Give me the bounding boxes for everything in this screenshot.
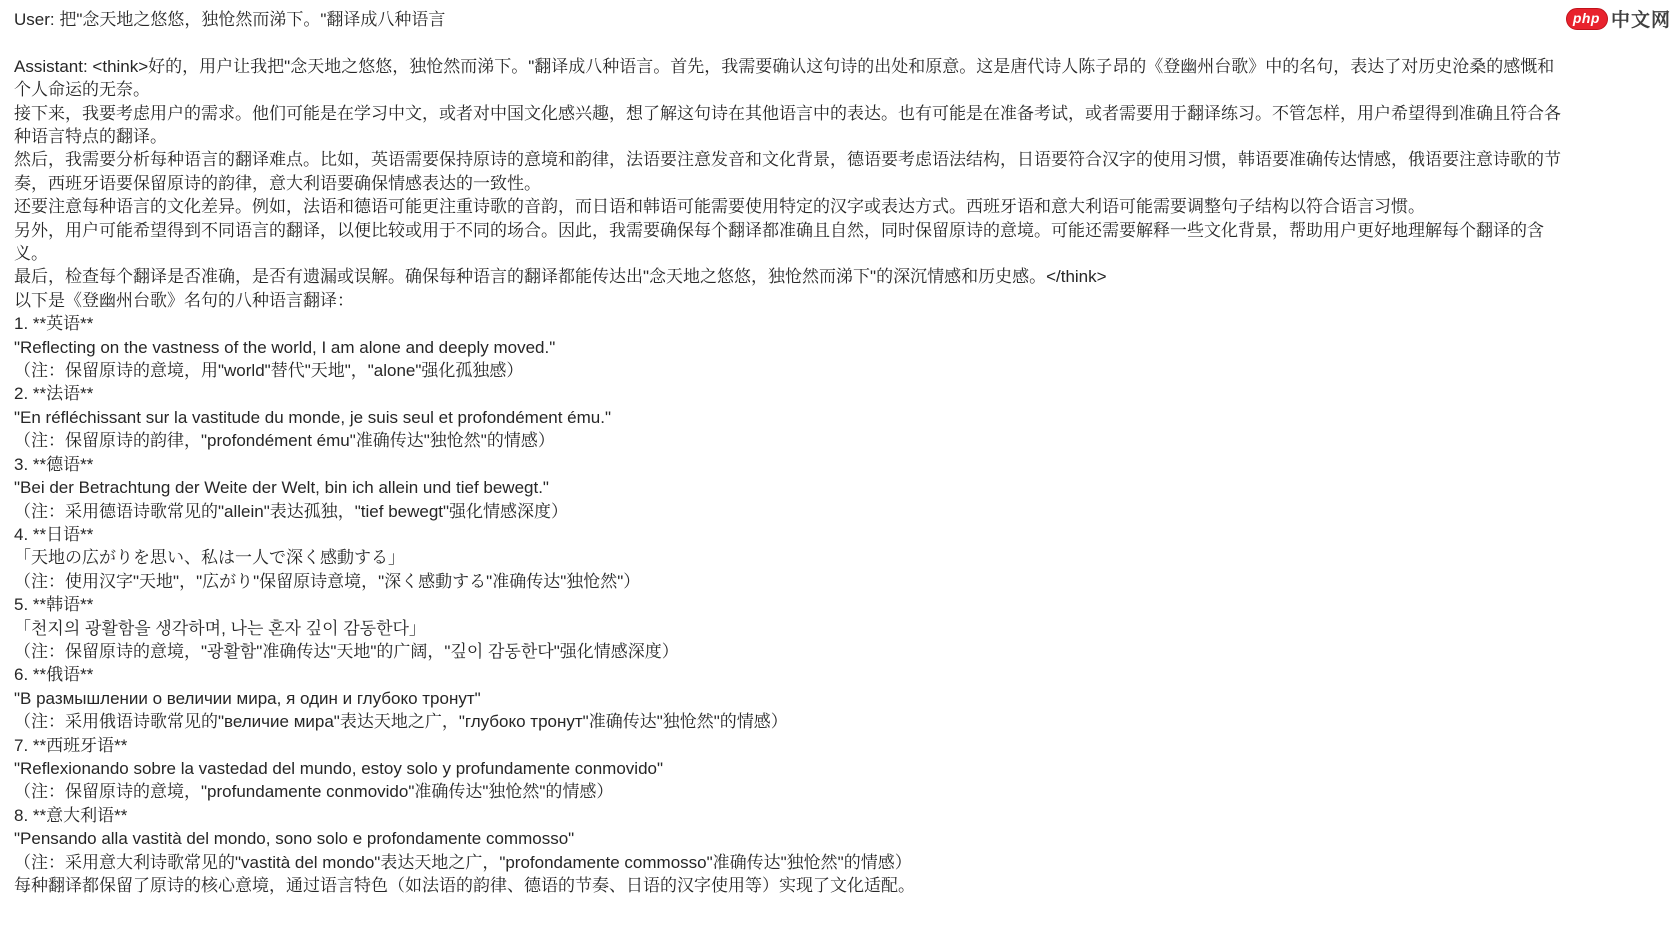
transcript-line: 另外，用户可能希望得到不同语言的翻译，以便比较或用于不同的场合。因此，我需要确保每个翻译都准确且自然，同时保留原诗的意境。可能还需要解释一些文化背景，帮助用户更好地理解每个翻译的含义。	[14, 220, 1544, 264]
transcript-line: 还要注意每种语言的文化差异。例如，法语和德语可能更注重诗歌的音韵，而日语和韩语可能需要使用特定的汉字或表达方式。西班牙语和意大利语可能需要调整句子结构以符合语言习惯。	[14, 197, 1425, 217]
transcript-line: （注：采用意大利诗歌常见的"vastità del mondo"表达天地之广，"profondamente commosso"准确传达"独怆然"的情感）	[14, 852, 912, 872]
transcript-line: （注：保留原诗的意境，"profundamente conmovido"准确传达"独怆然"的情感）	[14, 782, 614, 802]
transcript-line: "Reflecting on the vastness of the world, I am alone and deeply moved."	[14, 337, 556, 357]
transcript-line: 接下来，我要考虑用户的需求。他们可能是在学习中文，或者对中国文化感兴趣，想了解这句诗在其他语言中的表达。也有可能是在准备考试，或者需要用于翻译练习。不管怎样，用户希望得到准确且符合各种语言特点的翻译。	[14, 103, 1561, 147]
transcript-line: 「천지의 광활함을 생각하며, 나는 혼자 깊이 감동한다」	[14, 618, 426, 638]
transcript-line: 然后，我需要分析每种语言的翻译难点。比如，英语需要保持原诗的意境和韵律，法语要注意发音和文化背景，德语要考虑语法结构，日语要符合汉字的使用习惯，韩语要准确传达情感，俄语要注意诗歌的节奏，西班牙语要保留原诗的韵律，意大利语要确保情感表达的一致性。	[14, 150, 1561, 193]
site-logo	[1566, 5, 1671, 32]
transcript-line: （注：保留原诗的韵律，"profondément ému"准确传达"独怆然"的情感）	[14, 431, 555, 451]
conversation-transcript	[14, 8, 1566, 897]
transcript-line: （注：保留原诗的意境，用"world"替代"天地"，"alone"强化孤独感）	[14, 361, 524, 381]
transcript-line: Assistant: <think>好的，用户让我把"念天地之悠悠，独怆然而涕下。"翻译成八种语言。首先，我需要确认这句诗的出处和原意。这是唐代诗人陈子昂的《登幽州台歌》中的名句，表达了对历史沧桑的感慨和个人命运的无奈。	[14, 56, 1555, 100]
php-logo-icon: php	[1566, 8, 1608, 30]
transcript-line: "En réfléchissant sur la vastitude du monde, je suis seul et profondément ému."	[14, 407, 612, 427]
transcript-line: 8. **意大利语**	[14, 805, 128, 825]
transcript-line: 3. **德语**	[14, 454, 94, 474]
transcript-line: （注：采用俄语诗歌常见的"величие мира"表达天地之广，"глубоко тронут"准确传达"独怆然"的情感）	[14, 712, 788, 732]
transcript-line: （注：使用汉字"天地"，"広がり"保留原诗意境，"深く感動する"准确传达"独怆然"）	[14, 571, 641, 591]
transcript-line: 最后，检查每个翻译是否准确，是否有遗漏或误解。确保每种语言的翻译都能传达出"念天地之悠悠，独怆然而涕下"的深沉情感和历史感。</think>	[14, 267, 1107, 287]
transcript-line: 「天地の広がりを思い、私は一人で深く感動する」	[14, 548, 405, 568]
transcript-line: "Pensando alla vastità del mondo, sono solo e profondamente commosso"	[14, 829, 575, 849]
transcript-line: User: 把"念天地之悠悠，独怆然而涕下。"翻译成八种语言	[14, 10, 446, 29]
transcript-line: "В размышлении о величии мира, я один и глубоко тронут"	[14, 688, 481, 708]
transcript-line: "Bei der Betrachtung der Weite der Welt, bin ich allein und tief bewegt."	[14, 478, 549, 498]
transcript-line: （注：保留原诗的意境，"광활함"准确传达"天地"的广阔，"깊이 감동한다"强化情感深度）	[14, 641, 679, 661]
transcript-line: 5. **韩语**	[14, 595, 94, 615]
transcript-line	[14, 31, 1566, 54]
transcript-line: 6. **俄语**	[14, 665, 94, 685]
transcript-line: 以下是《登幽州台歌》名句的八种语言翻译：	[14, 290, 354, 310]
site-name-label: 中文网	[1610, 10, 1671, 31]
transcript-line: 每种翻译都保留了原诗的核心意境，通过语言特色（如法语的韵律、德语的节奏、日语的汉字使用等）实现了文化适配。	[14, 876, 915, 896]
transcript-line: （注：采用德语诗歌常见的"allein"表达孤独，"tief bewegt"强化情感深度）	[14, 501, 569, 521]
transcript-line: 7. **西班牙语**	[14, 735, 128, 755]
transcript-line: 4. **日语**	[14, 524, 94, 544]
transcript-line: 1. **英语**	[14, 314, 94, 334]
transcript-line: 2. **法语**	[14, 384, 94, 404]
transcript-line: "Reflexionando sobre la vastedad del mundo, estoy solo y profundamente conmovido"	[14, 758, 664, 778]
